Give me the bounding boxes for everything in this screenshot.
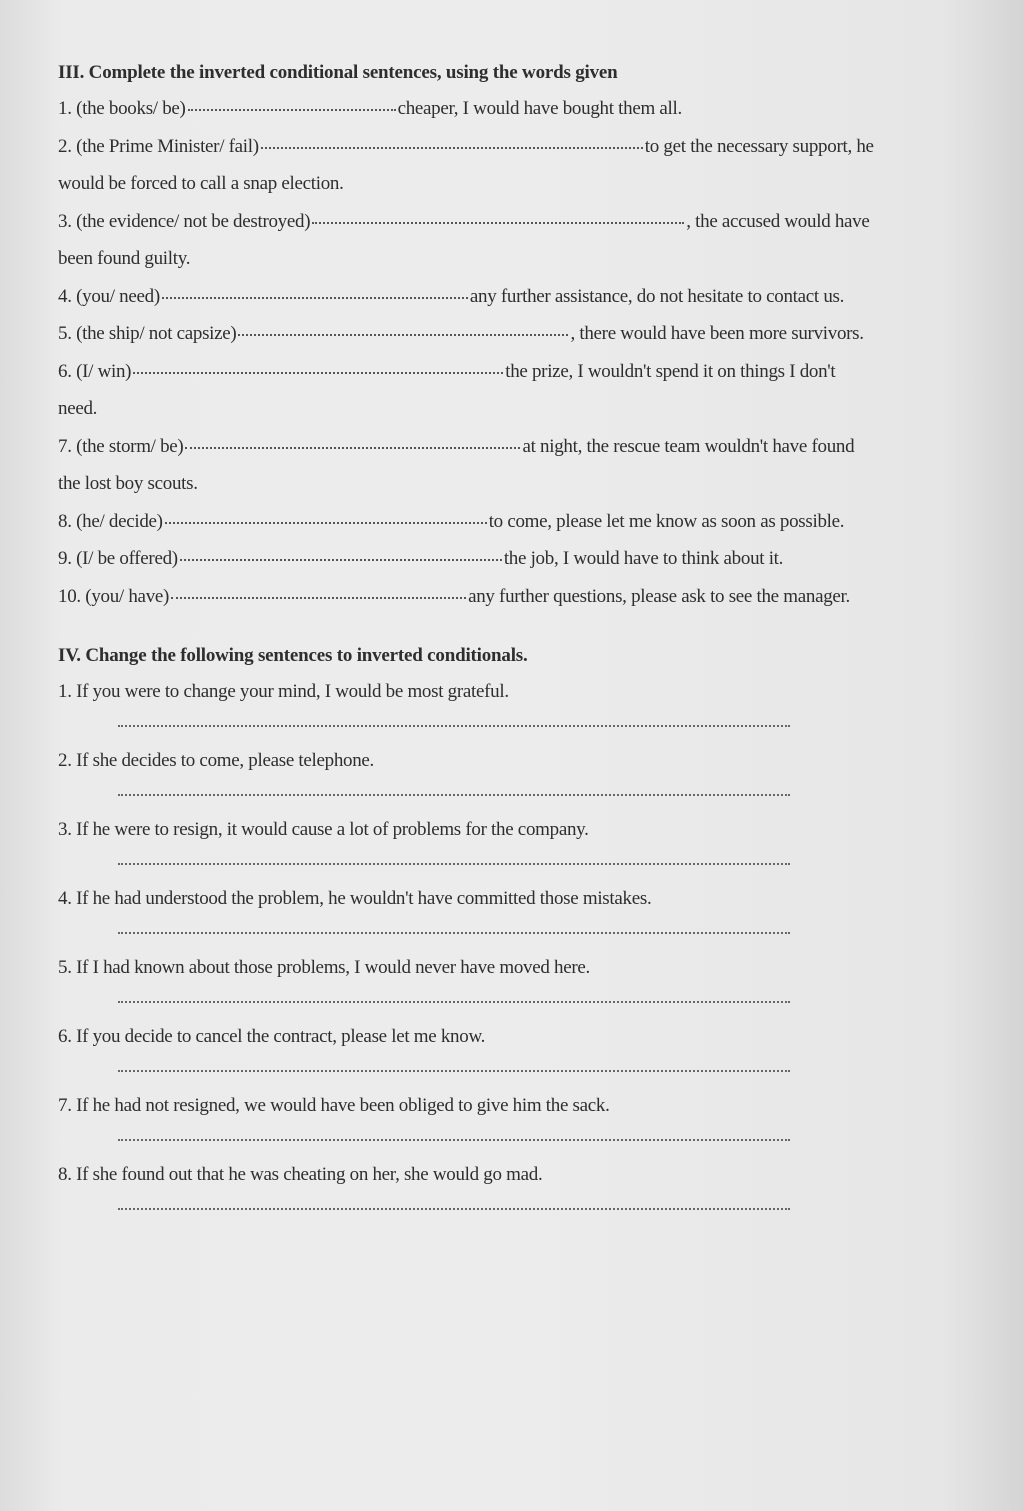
item-continuation: need. <box>58 398 98 419</box>
section-3-item <box>58 90 974 128</box>
section-3-item <box>58 128 974 203</box>
answer-blank[interactable] <box>165 522 487 524</box>
item-prompt: 4. (you/ need) <box>58 285 160 307</box>
section-3-item <box>58 428 974 503</box>
item-sentence: 2. If she decides to come, please telephone. <box>58 750 375 771</box>
section-4-item <box>58 1162 974 1210</box>
answer-line[interactable] <box>118 1050 790 1072</box>
item-prompt: 10. (you/ have) <box>58 585 170 607</box>
item-prompt: 7. (the storm/ be) <box>58 435 184 457</box>
section-3-heading: III. Complete the inverted conditional sentences, using the words given <box>58 62 618 83</box>
answer-blank[interactable] <box>188 109 396 111</box>
section-3-item <box>58 503 974 541</box>
section-4-item <box>58 1024 974 1072</box>
answer-blank[interactable] <box>180 559 502 561</box>
section-3-item <box>58 315 974 353</box>
answer-line[interactable] <box>118 1188 790 1210</box>
section-3-item <box>58 540 974 578</box>
section-4 <box>58 645 974 1210</box>
section-4-item <box>58 748 974 796</box>
item-continuation: been found guilty. <box>58 248 191 269</box>
section-3-item <box>58 278 974 316</box>
item-prompt: 5. (the ship/ not capsize) <box>58 323 237 344</box>
item-prompt: 2. (the Prime Minister/ fail) <box>58 135 259 157</box>
item-rest: , there would have been more survivors. <box>570 323 864 344</box>
item-continuation: would be forced to call a snap election. <box>58 173 344 194</box>
answer-blank[interactable] <box>171 597 466 599</box>
section-4-item <box>58 817 974 865</box>
item-rest: any further questions, please ask to see the manager. <box>468 585 850 607</box>
item-sentence: 1. If you were to change your mind, I would be most grateful. <box>58 681 509 702</box>
item-prompt: 8. (he/ decide) <box>58 510 163 532</box>
answer-blank[interactable] <box>238 334 568 336</box>
section-4-heading: IV. Change the following sentences to inverted conditionals. <box>58 645 528 666</box>
item-prompt: 6. (I/ win) <box>58 360 132 382</box>
section-3-item <box>58 203 974 278</box>
answer-line[interactable] <box>118 1119 790 1141</box>
answer-line[interactable] <box>118 774 790 796</box>
answer-blank[interactable] <box>162 297 468 299</box>
answer-blank[interactable] <box>133 372 503 374</box>
item-sentence: 8. If she found out that he was cheating on her, she would go mad. <box>58 1164 543 1185</box>
item-rest: to get the necessary support, he <box>644 135 874 157</box>
item-sentence: 3. If he were to resign, it would cause a lot of problems for the company. <box>58 819 589 840</box>
item-rest: any further assistance, do not hesitate to contact us. <box>469 285 845 307</box>
item-sentence: 4. If he had understood the problem, he wouldn't have committed those mistakes. <box>58 888 652 909</box>
section-3-item <box>58 578 974 616</box>
item-rest: the prize, I wouldn't spend it on things I don't <box>505 360 836 382</box>
item-rest: , the accused would have <box>686 210 870 232</box>
item-sentence: 7. If he had not resigned, we would have been obliged to give him the sack. <box>58 1095 610 1116</box>
item-prompt: 9. (I/ be offered) <box>58 548 178 569</box>
item-rest: to come, please let me know as soon as possible. <box>488 510 845 532</box>
section-4-item <box>58 1093 974 1141</box>
section-4-item <box>58 679 974 727</box>
item-continuation: the lost boy scouts. <box>58 473 198 494</box>
item-sentence: 5. If I had known about those problems, I would never have moved here. <box>58 957 590 978</box>
section-4-item <box>58 955 974 1003</box>
item-sentence: 6. If you decide to cancel the contract, please let me know. <box>58 1026 486 1047</box>
item-rest: at night, the rescue team wouldn't have found <box>522 435 855 457</box>
section-4-item <box>58 886 974 934</box>
answer-blank[interactable] <box>261 147 643 149</box>
answer-blank[interactable] <box>312 222 684 224</box>
answer-line[interactable] <box>118 843 790 865</box>
item-rest: the job, I would have to think about it. <box>503 548 784 569</box>
item-prompt: 3. (the evidence/ not be destroyed) <box>58 210 311 232</box>
answer-line[interactable] <box>118 705 790 727</box>
answer-line[interactable] <box>118 981 790 1003</box>
item-rest: cheaper, I would have bought them all. <box>397 98 682 119</box>
answer-blank[interactable] <box>185 447 520 449</box>
answer-line[interactable] <box>118 912 790 934</box>
section-3-item <box>58 353 974 428</box>
item-prompt: 1. (the books/ be) <box>58 98 186 119</box>
